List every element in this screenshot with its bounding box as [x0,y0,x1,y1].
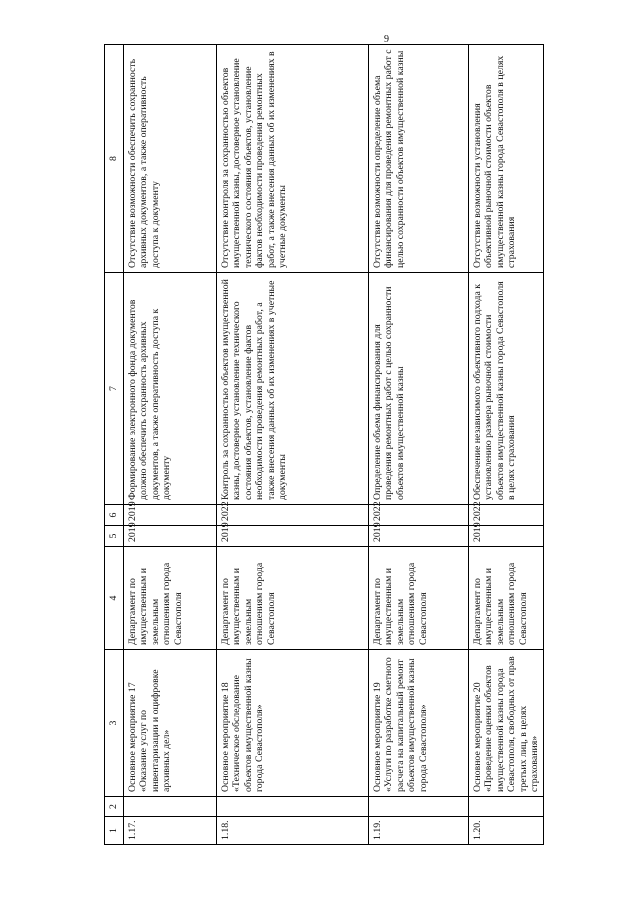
expected-result: Определение объема финансирования для проведения ремонтных работ с целью сохранности объектов имущественной казны [369,273,469,505]
non-implementation-consequence: Отсутствие возможности установления объективной рыночной стоимости объектов имущественной казны города Севастополя в целях страхования [469,45,544,273]
non-implementation-consequence: Отсутствие возможности определение объема финансирования для проведения ремонтных работ с целью сохранности объектов имущественной казны [369,45,469,273]
start-year: 2019 [369,526,469,547]
end-year: 2022 [369,505,469,526]
non-implementation-consequence: Отсутствие контроля за сохранностью объектов имущественной казны, достоверное установление технического состояния объектов, установление фактов необходимости проведения ремонтных работ, а также внесения данных об их изменениях в учетные документы [217,45,369,273]
column-header: 3 [105,650,124,797]
row-number: 1.19. [369,817,469,845]
column-header: 8 [105,45,124,273]
executor: Департамент по имущественным и земельным отношениям города Севастополя [217,547,369,650]
start-year: 2019 [469,526,544,547]
rotated-table-frame [104,45,541,845]
activity-name: Основное мероприятие 19 «Услуги по разработке сметного расчета на капитальный ремонт объектов имущественной казны города Севастополя» [369,650,469,797]
executor: Департамент по имущественным и земельным отношениям города Севастополя [369,547,469,650]
start-year: 2019 [124,526,217,547]
column-header: 1 [105,817,124,845]
row-col2 [469,797,544,817]
table-row [124,45,217,845]
executor: Департамент по имущественным и земельным отношениям города Севастополя [124,547,217,650]
start-year: 2019 [217,526,369,547]
activity-name: Основное мероприятие 17 «Оказание услуг по инвентаризации и оцифровке архивных дел» [124,650,217,797]
table-row [369,45,469,845]
expected-result: Контроль за сохранностью объектов имущественной казны, достоверное установление технического состояния объектов, установление фактов необходимости проведения ремонтных работ, а также внесения данных об их изменениях в учетные документы [217,273,369,505]
activity-name: Основное мероприятие 20 «Проведение оценки объектов имущественной казны города Севастополя, свободных от прав третьих лиц, в целях страхования» [469,650,544,797]
expected-result: Формирование электронного фонда документов должно обеспечить сохранность архивных документов, а также оперативность доступа к документу [124,273,217,505]
row-col2 [217,797,369,817]
page-number: 9 [384,34,389,45]
end-year: 2022 [469,505,544,526]
end-year: 2022 [217,505,369,526]
column-header: 5 [105,526,124,547]
executor: Департамент по имущественным и земельным отношениям города Севастополя [469,547,544,650]
column-header: 6 [105,505,124,526]
column-header: 4 [105,547,124,650]
activity-name: Основное мероприятие 18 «Техническое обследование объектов имущественной казны города Севастополя» [217,650,369,797]
row-col2 [369,797,469,817]
column-header: 2 [105,797,124,817]
table-row [469,45,544,845]
row-col2 [124,797,217,817]
activities-table [104,44,544,845]
column-header: 7 [105,273,124,505]
row-number: 1.20. [469,817,544,845]
row-number: 1.18. [217,817,369,845]
end-year: 2019 [124,505,217,526]
table-row [217,45,369,845]
table-header-row [105,45,124,845]
non-implementation-consequence: Отсутствие возможности обеспечить сохранность архивных документов, а также оперативность доступа к документу [124,45,217,273]
expected-result: Обеспечение независимого объективного подхода к установлению размера рыночной стоимости объектов имущественной казны города Севастополя в целях страхования [469,273,544,505]
row-number: 1.17. [124,817,217,845]
